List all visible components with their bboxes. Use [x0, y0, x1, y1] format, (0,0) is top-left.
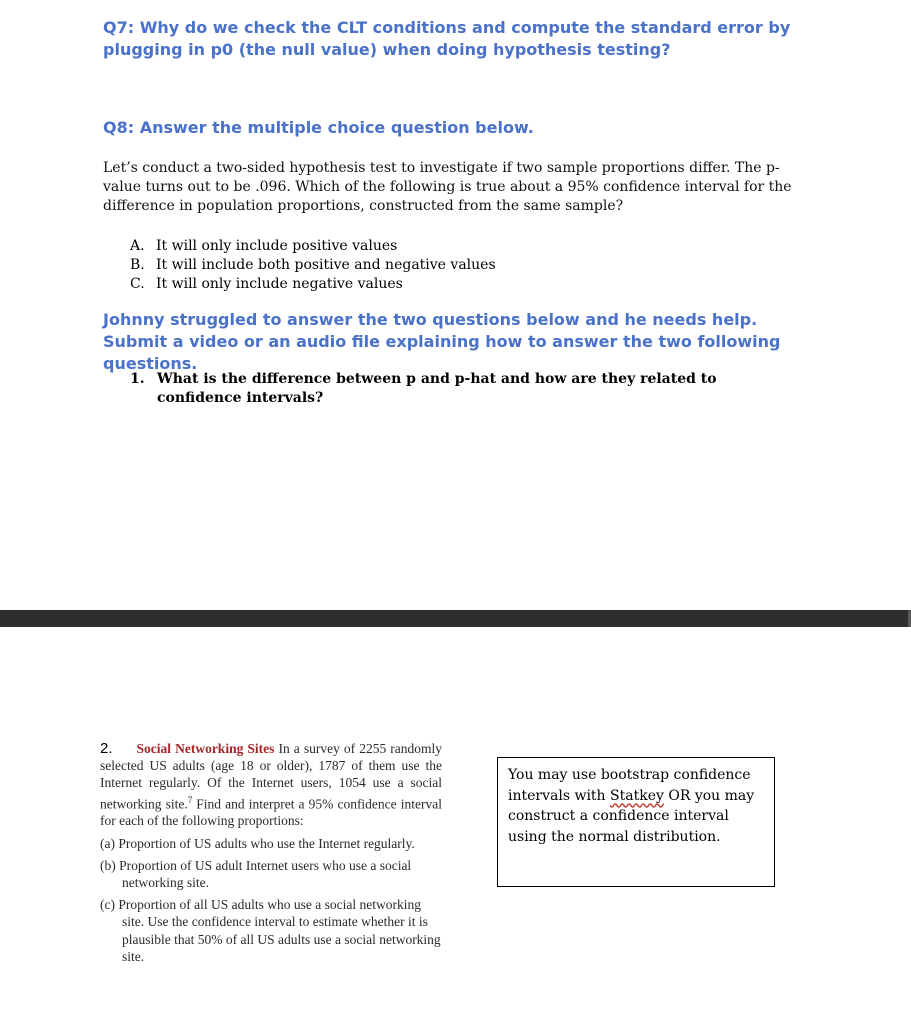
page-separator	[0, 610, 911, 627]
choice-text: It will only include negative values	[156, 276, 403, 292]
johnny-question-1	[130, 370, 800, 408]
problem-text-end: Find and interpret a 95% confidence interval for each of the following proportions:	[100, 796, 442, 829]
johnny-heading: Johnny struggled to answer the two questions below and he needs help. Submit a video or an audio file explaining how to answer the two following questions.	[103, 310, 781, 373]
choice-b	[130, 256, 496, 275]
textbook-excerpt	[100, 740, 442, 965]
problem-part-c: (c) Proportion of all US adults who use a social networking site. Use the confidence interval to estimate whether it is plausible that 50% of all US adults use a social networking site.	[100, 897, 441, 964]
note-box	[497, 757, 775, 887]
q8-prompt: Let’s conduct a two-sided hypothesis test to investigate if two sample proportions differ. The p-value turns out to be .096. Which of the following is true about a 95% confidence interval for the difference in population proportions, constructed from the same sample?	[103, 160, 792, 214]
q8-choices	[130, 237, 496, 294]
problem-number: 2.	[100, 740, 113, 757]
question-text: What is the difference between p and p-hat and how are they related to confidence intervals?	[157, 371, 717, 406]
problem-title: Social Networking Sites	[136, 741, 275, 756]
problem-part-b: (b) Proportion of US adult Internet users who use a social networking site.	[100, 857, 412, 890]
problem-text: In a survey of 2255 randomly selected US adults (age 18 or older), 1787 of them use the Internet regularly. Of the Internet users, 1054 use a social networking site.	[100, 741, 443, 812]
question-number: 1.	[130, 371, 145, 387]
footnote-mark: 7	[187, 794, 193, 805]
choice-a	[130, 237, 496, 256]
choice-letter: B.	[130, 257, 145, 273]
choice-letter: C.	[130, 276, 145, 292]
choice-c	[130, 275, 496, 294]
note-text-end: OR you may construct a confidence interval using the normal distribution.	[508, 787, 755, 845]
choice-letter: A.	[130, 238, 145, 254]
q8-heading: Q8: Answer the multiple choice question below.	[103, 118, 534, 137]
choice-text: It will only include positive values	[156, 238, 398, 254]
choice-text: It will include both positive and negative values	[156, 257, 496, 273]
problem-part-a: (a) Proportion of US adults who use the Internet regularly.	[100, 835, 415, 851]
problem-intro	[100, 740, 442, 830]
statkey-word: Statkey	[610, 787, 664, 804]
note-text-start: You may use bootstrap confidence intervals with	[508, 767, 751, 804]
q7-heading: Q7: Why do we check the CLT conditions and compute the standard error by plugging in p0 (the null value) when doing hypothesis testing?	[103, 18, 791, 59]
